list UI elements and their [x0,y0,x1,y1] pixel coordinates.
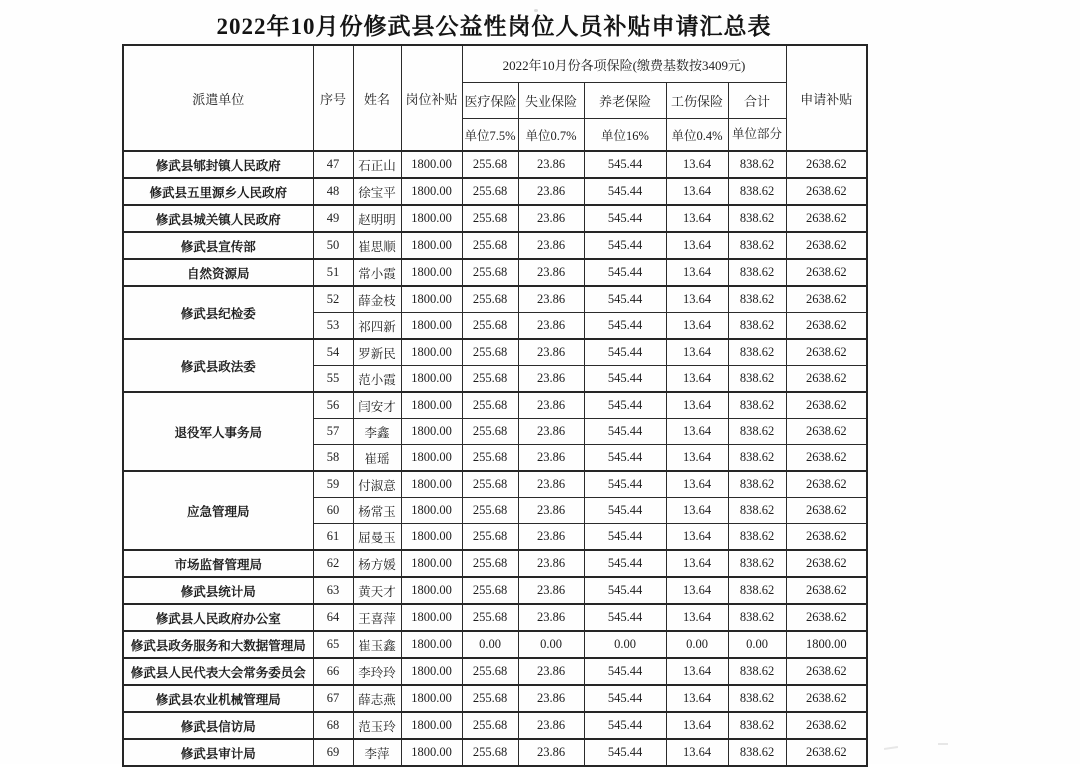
applied-cell: 2638.62 [786,604,867,631]
dispatch-unit-cell: 修武县城关镇人民政府 [123,205,313,232]
total-cell: 838.62 [728,178,786,205]
index-cell: 51 [313,259,353,286]
medical-cell: 255.68 [462,550,518,577]
dispatch-unit-cell: 应急管理局 [123,471,313,550]
pension-cell: 545.44 [584,550,666,577]
index-cell: 49 [313,205,353,232]
unemployment-cell: 23.86 [518,685,584,712]
name-cell: 崔思顺 [353,232,401,259]
injury-cell: 13.64 [666,339,728,366]
table-row [123,286,867,313]
applied-cell: 2638.62 [786,339,867,366]
medical-cell: 255.68 [462,178,518,205]
name-cell: 屈曼玉 [353,524,401,551]
total-cell: 838.62 [728,739,786,766]
table-row [123,658,867,685]
medical-cell: 255.68 [462,205,518,232]
dispatch-unit-cell: 修武县郇封镇人民政府 [123,151,313,178]
index-cell: 59 [313,471,353,498]
index-cell: 66 [313,658,353,685]
pension-cell: 0.00 [584,631,666,658]
index-cell: 60 [313,498,353,524]
scan-artifact [938,743,948,745]
index-cell: 69 [313,739,353,766]
post-subsidy-cell: 1800.00 [401,685,462,712]
col-header-name: 姓名 [353,45,401,151]
unemployment-cell: 23.86 [518,498,584,524]
injury-cell: 0.00 [666,631,728,658]
injury-cell: 13.64 [666,392,728,419]
injury-cell: 13.64 [666,313,728,340]
applied-cell: 2638.62 [786,550,867,577]
dispatch-unit-cell: 修武县统计局 [123,577,313,604]
pension-cell: 545.44 [584,685,666,712]
post-subsidy-cell: 1800.00 [401,419,462,445]
post-subsidy-cell: 1800.00 [401,392,462,419]
pension-cell: 545.44 [584,604,666,631]
total-cell: 838.62 [728,445,786,472]
index-cell: 48 [313,178,353,205]
pension-cell: 545.44 [584,739,666,766]
total-cell: 838.62 [728,366,786,393]
unemployment-cell: 23.86 [518,577,584,604]
index-cell: 52 [313,286,353,313]
post-subsidy-cell: 1800.00 [401,739,462,766]
name-cell: 范玉玲 [353,712,401,739]
total-cell: 838.62 [728,471,786,498]
scan-artifact [534,9,538,12]
injury-cell: 13.64 [666,232,728,259]
col-header-insurance-group: 2022年10月份各项保险(缴费基数按3409元) [462,45,786,83]
col-header-medical-insurance: 医疗保险 [462,83,518,119]
pension-cell: 545.44 [584,313,666,340]
injury-cell: 13.64 [666,366,728,393]
applied-cell: 2638.62 [786,524,867,551]
index-cell: 65 [313,631,353,658]
index-cell: 53 [313,313,353,340]
index-cell: 67 [313,685,353,712]
post-subsidy-cell: 1800.00 [401,445,462,472]
col-header-index: 序号 [313,45,353,151]
table-row [123,232,867,259]
name-cell: 薛金枝 [353,286,401,313]
total-cell: 838.62 [728,604,786,631]
name-cell: 赵明明 [353,205,401,232]
medical-cell: 255.68 [462,313,518,340]
unemployment-cell: 23.86 [518,178,584,205]
index-cell: 50 [313,232,353,259]
injury-cell: 13.64 [666,151,728,178]
name-cell: 闫安才 [353,392,401,419]
injury-cell: 13.64 [666,178,728,205]
col-header-applied-subsidy: 申请补贴 [786,45,867,151]
table-row [123,339,867,366]
applied-cell: 2638.62 [786,658,867,685]
total-cell: 838.62 [728,232,786,259]
name-cell: 王喜萍 [353,604,401,631]
table-row [123,685,867,712]
post-subsidy-cell: 1800.00 [401,471,462,498]
total-cell: 838.62 [728,313,786,340]
index-cell: 63 [313,577,353,604]
subsidy-summary-table [122,44,868,767]
injury-cell: 13.64 [666,739,728,766]
unemployment-cell: 23.86 [518,658,584,685]
applied-cell: 2638.62 [786,685,867,712]
post-subsidy-cell: 1800.00 [401,712,462,739]
post-subsidy-cell: 1800.00 [401,550,462,577]
pension-cell: 545.44 [584,178,666,205]
applied-cell: 2638.62 [786,392,867,419]
unemployment-cell: 23.86 [518,286,584,313]
total-cell: 838.62 [728,550,786,577]
medical-cell: 255.68 [462,577,518,604]
name-cell: 薛志燕 [353,685,401,712]
name-cell: 黄天才 [353,577,401,604]
scan-artifact [884,746,898,750]
table-row [123,712,867,739]
dispatch-unit-cell: 修武县宣传部 [123,232,313,259]
dispatch-unit-cell: 市场监督管理局 [123,550,313,577]
injury-cell: 13.64 [666,577,728,604]
table-row [123,577,867,604]
index-cell: 54 [313,339,353,366]
index-cell: 47 [313,151,353,178]
applied-cell: 2638.62 [786,739,867,766]
medical-cell: 255.68 [462,604,518,631]
applied-cell: 2638.62 [786,577,867,604]
total-cell: 838.62 [728,339,786,366]
injury-cell: 13.64 [666,524,728,551]
col-header-dispatch-unit: 派遣单位 [123,45,313,151]
unemployment-cell: 23.86 [518,151,584,178]
post-subsidy-cell: 1800.00 [401,577,462,604]
col-subheader-injury-rate: 单位0.4% [666,119,728,152]
table-row [123,604,867,631]
applied-cell: 2638.62 [786,498,867,524]
medical-cell: 255.68 [462,658,518,685]
name-cell: 杨方媛 [353,550,401,577]
dispatch-unit-cell: 修武县政务服务和大数据管理局 [123,631,313,658]
medical-cell: 255.68 [462,151,518,178]
medical-cell: 255.68 [462,524,518,551]
unemployment-cell: 23.86 [518,366,584,393]
col-subheader-total-part: 单位部分 [728,119,786,152]
dispatch-unit-cell: 退役军人事务局 [123,392,313,471]
dispatch-unit-cell: 修武县纪检委 [123,286,313,339]
pension-cell: 545.44 [584,712,666,739]
name-cell: 徐宝平 [353,178,401,205]
unemployment-cell: 23.86 [518,739,584,766]
name-cell: 杨常玉 [353,498,401,524]
post-subsidy-cell: 1800.00 [401,232,462,259]
injury-cell: 13.64 [666,550,728,577]
table-row [123,392,867,419]
name-cell: 李玲玲 [353,658,401,685]
medical-cell: 255.68 [462,498,518,524]
name-cell: 李萍 [353,739,401,766]
pension-cell: 545.44 [584,658,666,685]
unemployment-cell: 23.86 [518,712,584,739]
index-cell: 58 [313,445,353,472]
applied-cell: 1800.00 [786,631,867,658]
name-cell: 崔玉鑫 [353,631,401,658]
post-subsidy-cell: 1800.00 [401,259,462,286]
post-subsidy-cell: 1800.00 [401,498,462,524]
unemployment-cell: 23.86 [518,604,584,631]
unemployment-cell: 23.86 [518,550,584,577]
total-cell: 838.62 [728,392,786,419]
applied-cell: 2638.62 [786,259,867,286]
pension-cell: 545.44 [584,392,666,419]
total-cell: 838.62 [728,419,786,445]
index-cell: 68 [313,712,353,739]
applied-cell: 2638.62 [786,471,867,498]
pension-cell: 545.44 [584,259,666,286]
col-header-unemployment-insurance: 失业保险 [518,83,584,119]
table-row [123,550,867,577]
pension-cell: 545.44 [584,286,666,313]
total-cell: 838.62 [728,685,786,712]
applied-cell: 2638.62 [786,205,867,232]
pension-cell: 545.44 [584,524,666,551]
document-title: 2022年10月份修武县公益性岗位人员补贴申请汇总表 [216,14,772,39]
pension-cell: 545.44 [584,339,666,366]
injury-cell: 13.64 [666,471,728,498]
injury-cell: 13.64 [666,419,728,445]
total-cell: 838.62 [728,498,786,524]
index-cell: 62 [313,550,353,577]
pension-cell: 545.44 [584,232,666,259]
pension-cell: 545.44 [584,366,666,393]
medical-cell: 255.68 [462,392,518,419]
index-cell: 57 [313,419,353,445]
name-cell: 祁四新 [353,313,401,340]
post-subsidy-cell: 1800.00 [401,631,462,658]
injury-cell: 13.64 [666,205,728,232]
total-cell: 838.62 [728,658,786,685]
dispatch-unit-cell: 修武县人民代表大会常务委员会 [123,658,313,685]
table-header [123,45,867,151]
injury-cell: 13.64 [666,604,728,631]
post-subsidy-cell: 1800.00 [401,524,462,551]
unemployment-cell: 0.00 [518,631,584,658]
medical-cell: 255.68 [462,366,518,393]
index-cell: 61 [313,524,353,551]
table-row [123,151,867,178]
total-cell: 0.00 [728,631,786,658]
col-header-pension-insurance: 养老保险 [584,83,666,119]
unemployment-cell: 23.86 [518,232,584,259]
post-subsidy-cell: 1800.00 [401,205,462,232]
medical-cell: 255.68 [462,685,518,712]
medical-cell: 255.68 [462,445,518,472]
name-cell: 崔瑶 [353,445,401,472]
medical-cell: 255.68 [462,471,518,498]
dispatch-unit-cell: 修武县信访局 [123,712,313,739]
pension-cell: 545.44 [584,205,666,232]
medical-cell: 255.68 [462,739,518,766]
total-cell: 838.62 [728,205,786,232]
unemployment-cell: 23.86 [518,445,584,472]
applied-cell: 2638.62 [786,151,867,178]
total-cell: 838.62 [728,577,786,604]
medical-cell: 255.68 [462,339,518,366]
medical-cell: 255.68 [462,419,518,445]
dispatch-unit-cell: 修武县农业机械管理局 [123,685,313,712]
pension-cell: 545.44 [584,151,666,178]
injury-cell: 13.64 [666,286,728,313]
total-cell: 838.62 [728,259,786,286]
dispatch-unit-cell: 自然资源局 [123,259,313,286]
applied-cell: 2638.62 [786,232,867,259]
post-subsidy-cell: 1800.00 [401,366,462,393]
col-subheader-unemployment-rate: 单位0.7% [518,119,584,152]
total-cell: 838.62 [728,286,786,313]
total-cell: 838.62 [728,712,786,739]
applied-cell: 2638.62 [786,712,867,739]
applied-cell: 2638.62 [786,419,867,445]
unemployment-cell: 23.86 [518,471,584,498]
injury-cell: 13.64 [666,445,728,472]
dispatch-unit-cell: 修武县审计局 [123,739,313,766]
col-header-total: 合计 [728,83,786,119]
name-cell: 李鑫 [353,419,401,445]
injury-cell: 13.64 [666,259,728,286]
pension-cell: 545.44 [584,445,666,472]
pension-cell: 545.44 [584,498,666,524]
medical-cell: 255.68 [462,232,518,259]
dispatch-unit-cell: 修武县人民政府办公室 [123,604,313,631]
dispatch-unit-cell: 修武县政法委 [123,339,313,392]
total-cell: 838.62 [728,151,786,178]
name-cell: 罗新民 [353,339,401,366]
total-cell: 838.62 [728,524,786,551]
medical-cell: 255.68 [462,259,518,286]
pension-cell: 545.44 [584,577,666,604]
index-cell: 64 [313,604,353,631]
pension-cell: 545.44 [584,471,666,498]
unemployment-cell: 23.86 [518,259,584,286]
applied-cell: 2638.62 [786,313,867,340]
name-cell: 常小霞 [353,259,401,286]
applied-cell: 2638.62 [786,286,867,313]
col-header-injury-insurance: 工伤保险 [666,83,728,119]
unemployment-cell: 23.86 [518,524,584,551]
unemployment-cell: 23.86 [518,339,584,366]
post-subsidy-cell: 1800.00 [401,286,462,313]
medical-cell: 255.68 [462,712,518,739]
medical-cell: 255.68 [462,286,518,313]
injury-cell: 13.64 [666,712,728,739]
applied-cell: 2638.62 [786,366,867,393]
pension-cell: 545.44 [584,419,666,445]
unemployment-cell: 23.86 [518,392,584,419]
unemployment-cell: 23.86 [518,419,584,445]
index-cell: 56 [313,392,353,419]
table-row [123,739,867,766]
col-subheader-pension-rate: 单位16% [584,119,666,152]
unemployment-cell: 23.86 [518,313,584,340]
injury-cell: 13.64 [666,658,728,685]
table-row [123,471,867,498]
name-cell: 范小霞 [353,366,401,393]
name-cell: 付淑意 [353,471,401,498]
applied-cell: 2638.62 [786,445,867,472]
table-row [123,205,867,232]
table-row [123,178,867,205]
post-subsidy-cell: 1800.00 [401,178,462,205]
medical-cell: 0.00 [462,631,518,658]
index-cell: 55 [313,366,353,393]
post-subsidy-cell: 1800.00 [401,313,462,340]
post-subsidy-cell: 1800.00 [401,339,462,366]
unemployment-cell: 23.86 [518,205,584,232]
dispatch-unit-cell: 修武县五里源乡人民政府 [123,178,313,205]
post-subsidy-cell: 1800.00 [401,151,462,178]
table-body [123,151,867,766]
table-row [123,631,867,658]
applied-cell: 2638.62 [786,178,867,205]
col-subheader-medical-rate: 单位7.5% [462,119,518,152]
name-cell: 石正山 [353,151,401,178]
post-subsidy-cell: 1800.00 [401,658,462,685]
injury-cell: 13.64 [666,685,728,712]
post-subsidy-cell: 1800.00 [401,604,462,631]
injury-cell: 13.64 [666,498,728,524]
table-row [123,259,867,286]
col-header-post-subsidy: 岗位补贴 [401,45,462,151]
